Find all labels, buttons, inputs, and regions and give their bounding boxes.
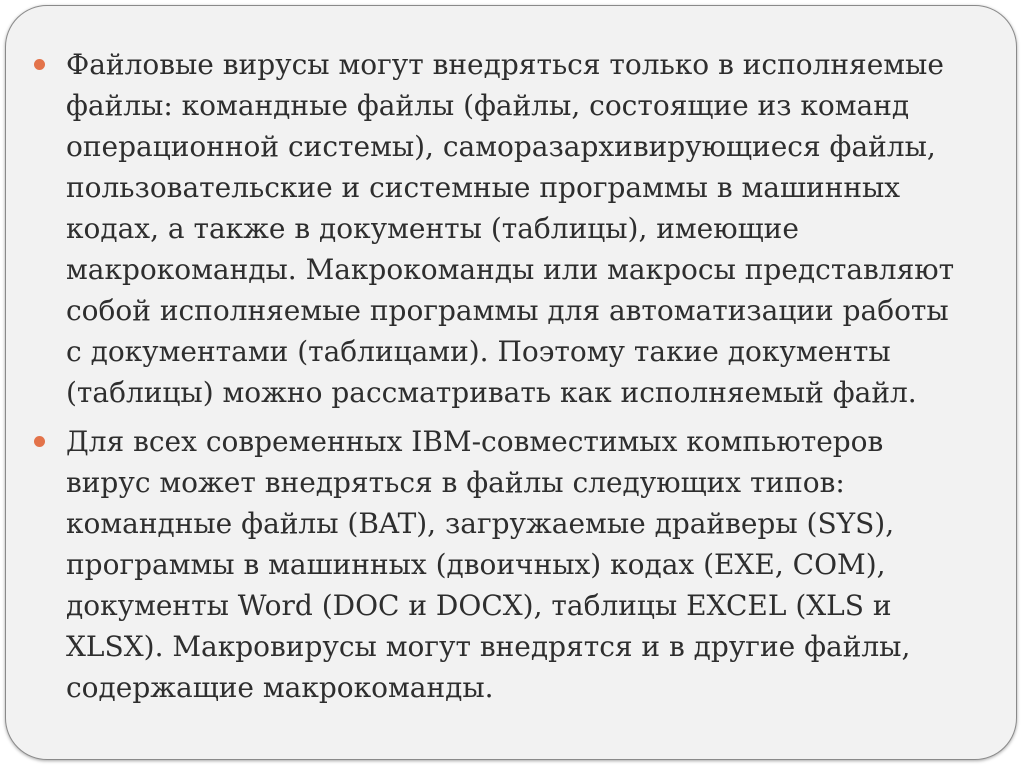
text-line: содержащие макрокоманды. bbox=[66, 671, 494, 704]
bullet-item-ibm-file-types bbox=[34, 421, 1002, 708]
bullet-item-file-viruses bbox=[34, 44, 1002, 413]
text-line: с документами (таблицами). Поэтому такие документы bbox=[66, 335, 891, 368]
bullet-dot-icon bbox=[34, 59, 45, 70]
text-line: вирус может внедряться в файлы следующих типов: bbox=[66, 466, 845, 499]
text-line: собой исполняемые программы для автоматизации работы bbox=[66, 294, 949, 327]
text-line: Файловые вирусы могут внедряться только в исполняемые bbox=[66, 48, 944, 81]
text-line: операционной системы), саморазархивирующиеся файлы, bbox=[66, 130, 936, 163]
bullet-list bbox=[34, 44, 1002, 716]
slide-frame bbox=[5, 5, 1017, 760]
text-line: кодах, а также в документы (таблицы), имеющие bbox=[66, 212, 799, 245]
text-line: (таблицы) можно рассматривать как исполняемый файл. bbox=[66, 376, 917, 409]
text-line: файлы: командные файлы (файлы, состоящие из команд bbox=[66, 89, 910, 122]
text-line: пользовательские и системные программы в машинных bbox=[66, 171, 901, 204]
text-line: программы в машинных (двоичных) кодах (EXE, COM), bbox=[66, 548, 886, 581]
text-line: документы Word (DOC и DOCX), таблицы EXCEL (XLS и bbox=[66, 589, 892, 622]
bullet-dot-icon bbox=[34, 436, 45, 447]
text-line: XLSX). Макровирусы могут внедрятся и в другие файлы, bbox=[66, 630, 911, 663]
text-line: Для всех современных IBM-совместимых компьютеров bbox=[66, 425, 884, 458]
text-line: командные файлы (BAT), загружаемые драйверы (SYS), bbox=[66, 507, 895, 540]
text-line: макрокоманды. Макрокоманды или макросы представляют bbox=[66, 253, 955, 286]
